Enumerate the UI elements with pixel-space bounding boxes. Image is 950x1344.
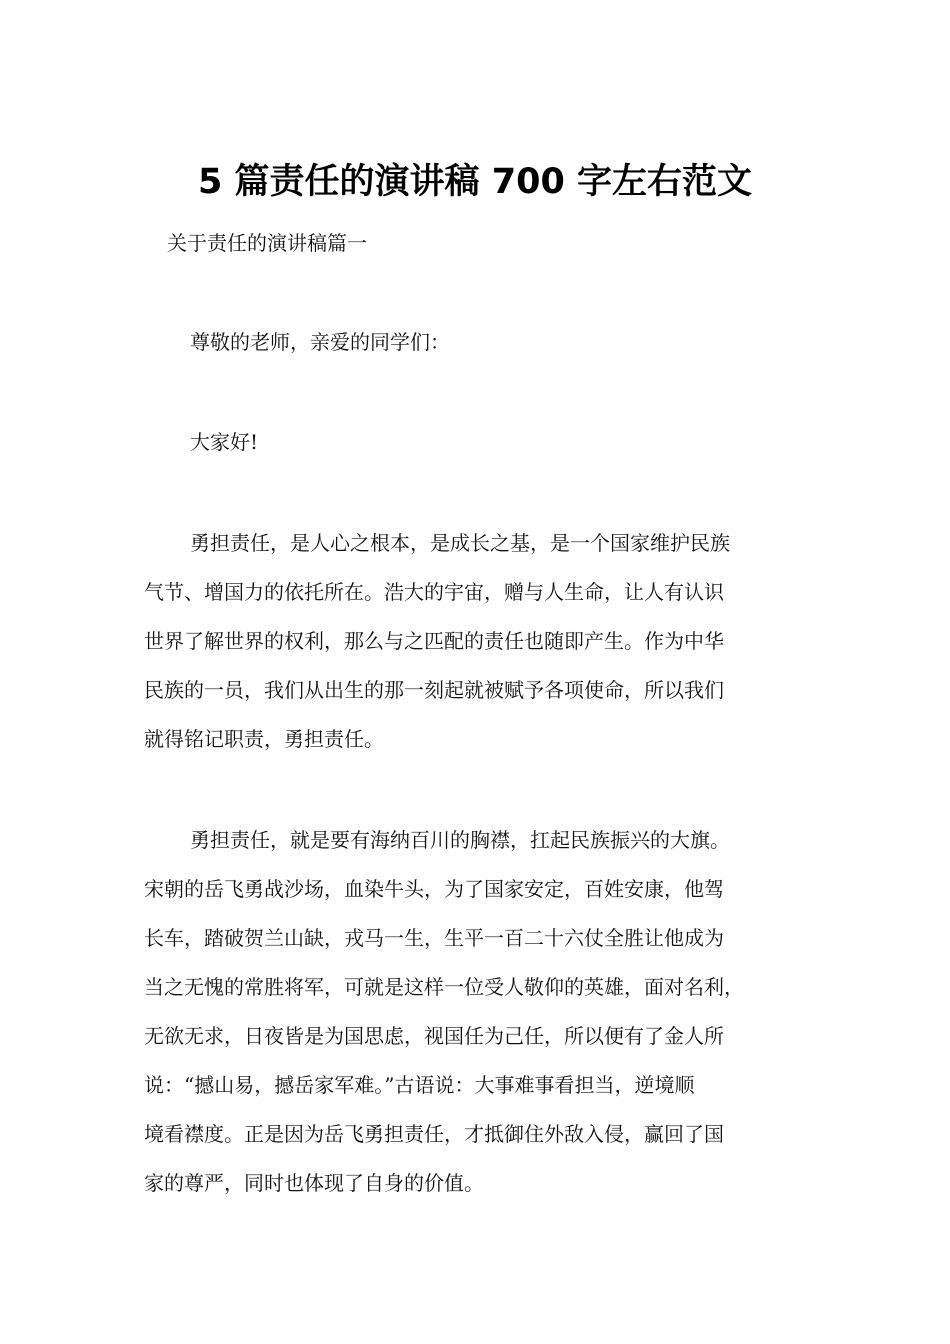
paragraph-line: 就得铭记职责，勇担责任。: [144, 727, 384, 751]
document-title: 5 篇责任的演讲稿 700 字左右范文: [198, 162, 752, 202]
paragraph-line: 勇担责任，是人心之根本，是成长之基，是一个国家维护民族: [190, 531, 730, 555]
salutation-line: 尊敬的老师，亲爱的同学们：: [190, 330, 450, 354]
greeting-paragraph: [144, 418, 824, 467]
paragraph-line: 勇担责任，就是要有海纳百川的胸襟，扛起民族振兴的大旗。: [190, 828, 730, 852]
section-subtitle: 关于责任的演讲稿篇一: [167, 231, 367, 255]
paragraph-line: 气节、增国力的依托所在。浩大的宇宙，赠与人生命，让人有认识: [144, 580, 724, 604]
paragraph-line: 世界了解世界的权利，那么与之匹配的责任也随即产生。作为中华: [144, 629, 724, 653]
paragraph-line: 说：“撼山易，撼岳家军难。”古语说：大事难事看担当，逆境顺: [144, 1073, 695, 1097]
paragraph-line: 当之无愧的常胜将军，可就是这样一位受人敬仰的英雄，面对名利，: [144, 975, 744, 999]
paragraph-line: 宋朝的岳飞勇战沙场，血染牛头，为了国家安定，百姓安康，他驾: [144, 877, 724, 901]
greeting-line: 大家好!: [190, 430, 259, 454]
salutation-paragraph: [144, 318, 824, 367]
paragraph-line: 长车，踏破贺兰山缺，戎马一生，生平一百二十六仗全胜让他成为: [144, 926, 724, 950]
paragraph-line: 民族的一员，我们从出生的那一刻起就被赋予各项使命，所以我们: [144, 678, 724, 702]
paragraph-line: 无欲无求，日夜皆是为国思虑，视国任为己任，所以便有了金人所: [144, 1024, 724, 1048]
body-paragraph-1: [144, 519, 824, 764]
body-paragraph-2: [144, 816, 824, 1208]
paragraph-line: 家的尊严，同时也体现了自身的价值。: [144, 1171, 484, 1195]
paragraph-line: 境看襟度。正是因为岳飞勇担责任，才抵御住外敌入侵，赢回了国: [144, 1122, 724, 1146]
